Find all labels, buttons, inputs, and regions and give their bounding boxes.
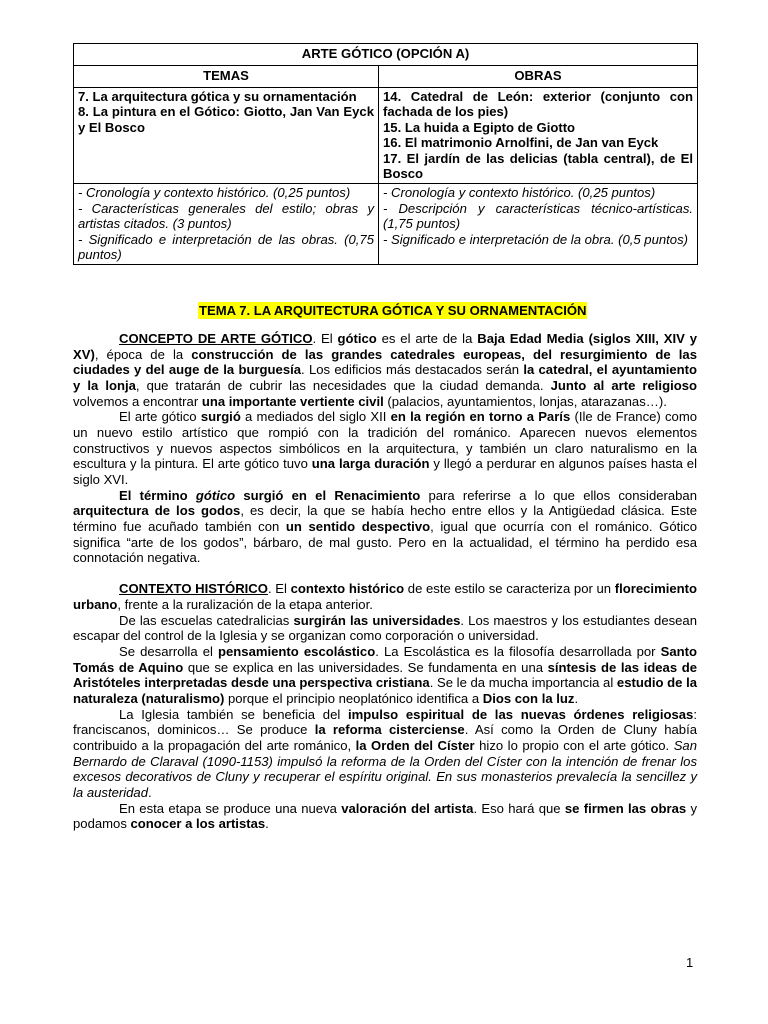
- body-paragraph: [73, 707, 697, 801]
- text-run: hizo lo propio con el arte gótico.: [474, 738, 674, 754]
- criterio-item: - Significado e interpretación de la obra. (0,5 puntos): [383, 231, 688, 247]
- obra-item: 17. El jardín de las delicias (tabla central), de El Bosco: [383, 150, 694, 182]
- text-run: y llegó a perdurar en algunos países hasta el siglo XVI.: [73, 456, 697, 487]
- tema-item: 7. La arquitectura gótica y su ornamentación: [78, 89, 357, 104]
- text-run: una importante vertiente civil: [201, 393, 384, 409]
- text-run: valoración del artista: [341, 800, 474, 816]
- text-run: . La Escolástica es la filosofía desarrollada por: [375, 644, 661, 660]
- body-paragraph: [73, 409, 697, 487]
- text-run: . El: [267, 581, 291, 597]
- body-text: [73, 331, 697, 832]
- body-paragraph: [73, 488, 697, 566]
- text-run: En esta etapa se produce una nueva: [119, 800, 342, 816]
- text-run: , frente a la ruralización de la etapa anterior.: [117, 597, 373, 613]
- text-run: , que tratarán de cubrir las necesidades que la ciudad demanda.: [135, 377, 551, 393]
- subheading: CONCEPTO DE ARTE GÓTICO: [119, 331, 313, 346]
- text-run: . El: [312, 331, 338, 346]
- text-run: y podamos: [73, 800, 697, 832]
- text-run: surgió: [200, 409, 241, 425]
- text-run: una larga duración: [311, 456, 430, 472]
- text-run: . Así como la Orden de Cluny había contribuido a la propagación del arte románico,: [73, 722, 697, 754]
- text-run: Baja Edad Media (siglos XIII, XIV y XV): [73, 331, 697, 362]
- subheading: CONTEXTO HISTÓRICO: [119, 581, 268, 597]
- text-run: Dios con la luz: [482, 691, 575, 707]
- text-run: estudio de la naturaleza (naturalismo): [73, 675, 697, 707]
- text-run: se firmen las obras: [564, 800, 687, 816]
- text-run: que se explica en las universidades. Se fundamenta en una: [183, 659, 548, 675]
- text-run: (palacios, ayuntamientos, lonjas, atarazanas…).: [383, 393, 667, 409]
- obra-item: 14. Catedral de León: exterior (conjunto con fachada de los pies): [383, 89, 694, 120]
- text-run: gótico: [337, 331, 377, 346]
- text-run: El arte gótico: [119, 409, 201, 425]
- text-run: , época de la: [94, 346, 192, 362]
- body-paragraph: [73, 644, 697, 707]
- text-run: conocer a los artistas: [130, 816, 266, 832]
- text-run: la Orden del Císter: [355, 738, 475, 754]
- text-run: síntesis de las ideas de Aristóteles interpretadas desde una perspectiva cristiana: [73, 659, 697, 691]
- criterios-obras-cell: [379, 184, 698, 265]
- column-header-obras: OBRAS: [379, 66, 698, 88]
- criterio-item: - Cronología y contexto histórico. (0,25 puntos): [383, 185, 656, 201]
- body-paragraph: [73, 331, 697, 409]
- page-number: 1: [686, 955, 694, 970]
- text-run: Se desarrolla el: [119, 644, 219, 660]
- section-title: TEMA 7. LA ARQUITECTURA GÓTICA Y SU ORNAMENTACIÓN: [199, 303, 587, 318]
- column-header-temas: TEMAS: [74, 66, 379, 88]
- text-run: (Ile de France) como un nuevo estilo artístico que rompió con la tradición del románico. Aparecen nuevos elementos constructivos y nuevos aspectos simbólicos en la arquitectura, y también un claro naturalismo en la escultura y la pintura. El arte gótico tuvo: [73, 409, 698, 472]
- text-run: .: [265, 816, 269, 832]
- text-run: . Eso hará que: [473, 800, 565, 816]
- text-run: , igual que ocurría con el románico. Gótico significa “arte de los godos”, bárbaro, de mal gusto. Pero en la actualidad, el término ha perdido esa connotación negativa.: [73, 518, 697, 566]
- text-run: para referirse a lo que ellos consideraban: [420, 487, 697, 503]
- text-run: arquitectura de los godos: [73, 503, 241, 519]
- criterios-temas-cell: [74, 184, 379, 265]
- text-run: .: [574, 691, 579, 707]
- text-run: construcción de las grandes catedrales europeas, del resurgimiento de las ciudades y del auge de la burguesía: [73, 346, 697, 378]
- tema-item: 8. La pintura en el Gótico: Giotto, Jan Van Eyck y El Bosco: [78, 104, 374, 135]
- criterio-item: - Características generales del estilo; obras y artistas citados. (3 puntos): [78, 200, 374, 232]
- text-run: impulso espiritual de las nuevas órdenes religiosas: [347, 706, 694, 722]
- text-run: surgirán las universidades: [293, 612, 461, 628]
- criterio-item: - Cronología y contexto histórico. (0,25 puntos): [78, 185, 351, 201]
- text-run: San Bernardo de Claraval (1090-1153) impulsó la reforma de la Orden del Císter con la intención de frenar los excesos decorativos de Cluny y recuperar el espíritu original. En sus monasterios prevalecía la sencillez y la austeridad: [73, 738, 697, 801]
- body-paragraph: [73, 613, 697, 644]
- text-run: de este estilo se caracteriza por un: [404, 581, 615, 597]
- text-run: gótico: [195, 487, 236, 503]
- text-run: en la región en torno a París: [390, 409, 571, 425]
- text-run: El término: [119, 487, 196, 503]
- criterio-item: - Significado e interpretación de las obras. (0,75 puntos): [78, 231, 374, 263]
- obras-cell: [379, 88, 698, 184]
- text-run: a mediados del siglo XII: [240, 409, 391, 425]
- text-run: Junto al arte religioso: [550, 377, 697, 393]
- syllabus-table: [73, 43, 698, 265]
- text-run: : franciscanos, dominicos… Se produce: [73, 706, 697, 738]
- text-run: .: [147, 785, 152, 801]
- text-run: . Los edificios más destacados serán: [301, 362, 524, 378]
- body-paragraph: [73, 581, 697, 612]
- text-run: un sentido despectivo: [285, 518, 431, 534]
- text-run: surgió en el Renacimiento: [235, 487, 421, 503]
- text-run: Santo Tomás de Aquino: [73, 644, 697, 675]
- text-run: es el arte de la: [376, 331, 478, 346]
- text-run: la reforma cisterciense: [314, 722, 465, 738]
- obra-item: 16. El matrimonio Arnolfini, de Jan van Eyck: [383, 135, 659, 151]
- text-run: , es decir, la que se había hecho entre ellos y la Antigüedad clásica. Este término fue acuñado también con: [73, 503, 698, 534]
- text-run: De las escuelas catedralicias: [119, 612, 294, 628]
- text-run: contexto histórico: [290, 581, 405, 597]
- temas-cell: [74, 88, 379, 184]
- criterio-item: - Descripción y características técnico-artísticas. (1,75 puntos): [383, 200, 694, 232]
- obra-item: 15. La huida a Egipto de Giotto: [383, 119, 576, 135]
- text-run: pensamiento escolástico: [218, 644, 376, 660]
- text-run: florecimiento urbano: [73, 581, 697, 613]
- body-paragraph: [73, 801, 697, 832]
- text-run: . Los maestros y los estudiantes desean escapar del control de la Iglesia y se organizan como corporación o universidad.: [73, 612, 697, 644]
- text-run: porque el principio neoplatónico identifica a: [224, 691, 483, 707]
- text-run: volvemos a encontrar: [73, 393, 202, 409]
- text-run: La Iglesia también se beneficia del: [119, 706, 348, 722]
- text-run: la catedral, el ayuntamiento y la lonja: [73, 362, 698, 393]
- text-run: . Se le da mucha importancia al: [429, 675, 617, 691]
- table-title: ARTE GÓTICO (OPCIÓN A): [74, 44, 698, 66]
